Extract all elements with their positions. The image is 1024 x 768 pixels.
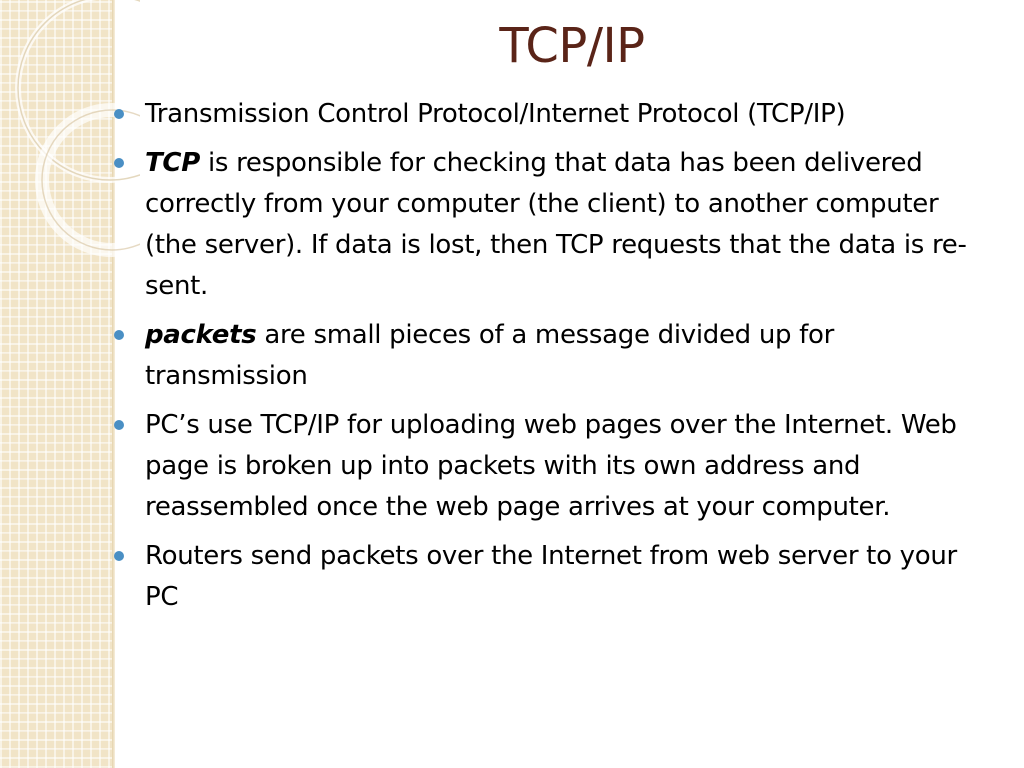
bullet-item bbox=[110, 405, 990, 528]
bullet-text: Transmission Control Protocol/Internet Protocol (TCP/IP) bbox=[145, 99, 846, 129]
bullet-dot-icon bbox=[114, 420, 124, 430]
bullet-text: PC’s use TCP/IP for uploading web pages over the Internet. Web page is broken up into packets with its own address and reassembled once the web page arrives at your computer. bbox=[145, 410, 957, 522]
bullet-list bbox=[110, 94, 990, 626]
bullet-dot-icon bbox=[114, 551, 124, 561]
slide-title: TCP/IP bbox=[499, 18, 645, 74]
bullet-item bbox=[110, 143, 990, 307]
bullet-dot-icon bbox=[114, 330, 124, 340]
bullet-text: is responsible for checking that data has been delivered correctly from your computer (the client) to another computer (the server). If data is lost, then TCP requests that the data is re-sent. bbox=[145, 148, 967, 301]
bullet-item bbox=[110, 94, 990, 135]
bullet-term: TCP bbox=[145, 148, 200, 178]
bullet-dot-icon bbox=[114, 109, 124, 119]
bullet-dot-icon bbox=[114, 158, 124, 168]
bullet-item bbox=[110, 536, 990, 618]
bullet-term: packets bbox=[145, 320, 257, 350]
bullet-text: Routers send packets over the Internet from web server to your PC bbox=[145, 541, 957, 612]
bullet-item bbox=[110, 315, 990, 397]
bullet-text: are small pieces of a message divided up for transmission bbox=[145, 320, 835, 391]
